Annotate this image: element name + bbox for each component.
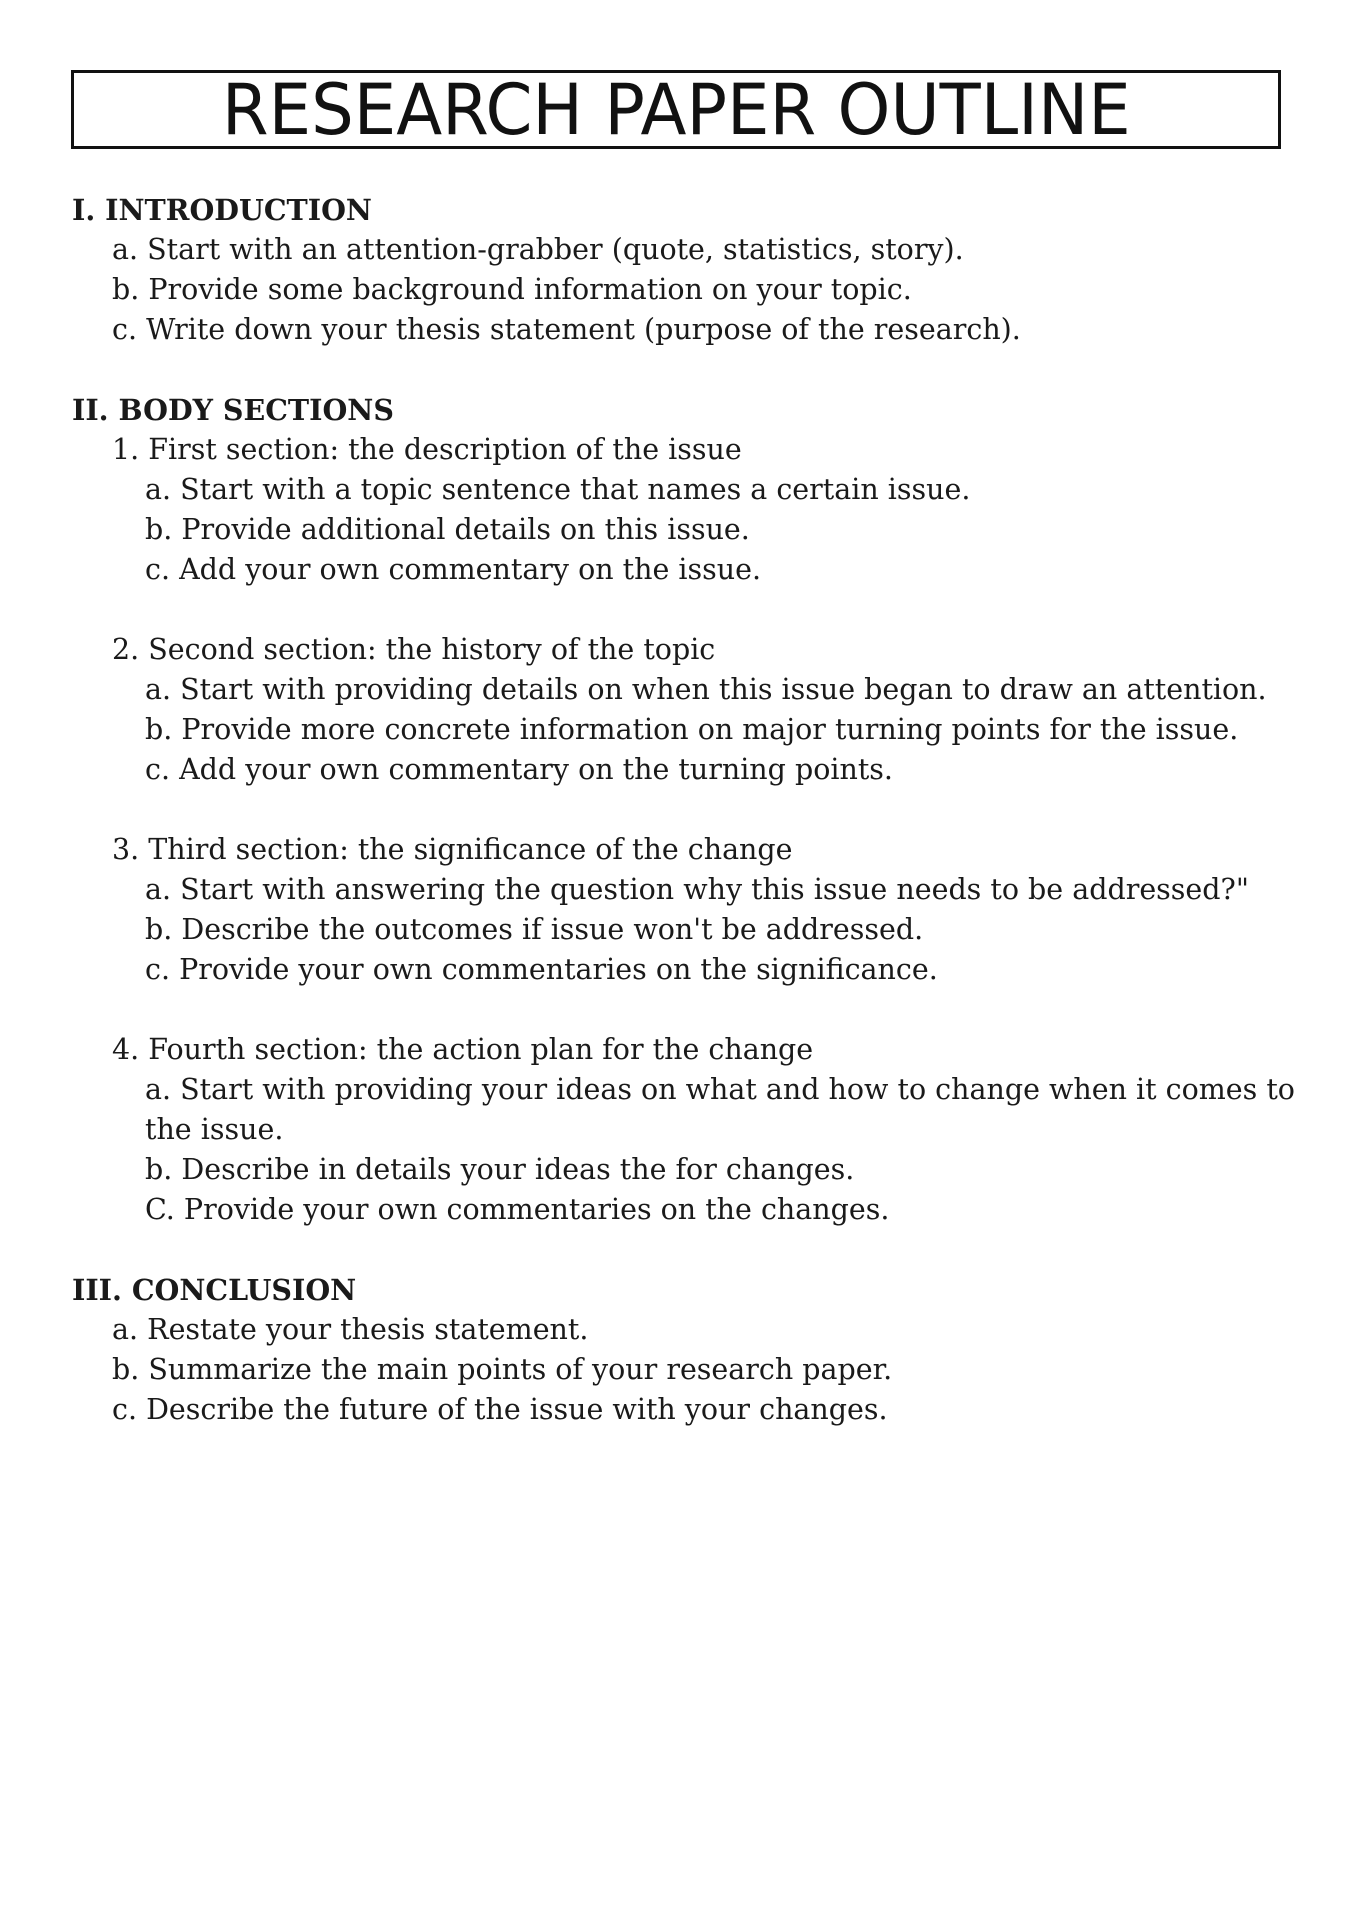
introduction-item: c. Write down your thesis statement (purpose of the research). [112, 313, 1021, 346]
spacer [72, 350, 1302, 390]
subsection-item: c. Add your own commentary on the turning points. [145, 753, 893, 786]
introduction-item: b. Provide some background information on your topic. [112, 273, 912, 306]
body-section [72, 390, 1302, 1230]
subsection-item: C. Provide your own commentaries on the changes. [145, 1193, 890, 1226]
subsection-item: a. Start with a topic sentence that names a certain issue. [145, 473, 971, 506]
conclusion-section [72, 1270, 1302, 1430]
body-subsection-4 [72, 1030, 1302, 1230]
subsection-item: c. Provide your own commentaries on the significance. [145, 953, 938, 986]
subsection-item: c. Add your own commentary on the issue. [145, 553, 762, 586]
introduction-section [72, 190, 1302, 350]
subsection-item: b. Describe the outcomes if issue won't be addressed. [145, 913, 924, 946]
outline [72, 190, 1302, 1430]
subsection-item: a. Start with providing your ideas on what and how to change when it comes to the issue. [145, 1073, 1295, 1146]
subsection-title: 3. Third section: the significance of the change [112, 833, 793, 866]
spacer [72, 1230, 1302, 1270]
conclusion-heading: III. CONCLUSION [72, 1273, 357, 1307]
subsection-item: a. Start with answering the question why this issue needs to be addressed?" [145, 873, 1249, 906]
subsection-title: 4. Fourth section: the action plan for the change [112, 1033, 814, 1066]
page-title: RESEARCH PAPER OUTLINE [221, 68, 1131, 151]
subsection-item: a. Start with providing details on when this issue began to draw an attention. [145, 673, 1267, 706]
body-heading: II. BODY SECTIONS [72, 393, 394, 427]
conclusion-item: c. Describe the future of the issue with your changes. [112, 1393, 888, 1426]
subsection-title: 2. Second section: the history of the topic [112, 633, 716, 666]
body-subsection-3 [72, 830, 1302, 990]
introduction-item: a. Start with an attention-grabber (quote, statistics, story). [112, 233, 964, 266]
subsection-item: b. Describe in details your ideas the for changes. [145, 1153, 855, 1186]
subsection-item: b. Provide more concrete information on major turning points for the issue. [145, 713, 1239, 746]
body-subsection-2 [72, 630, 1302, 790]
introduction-heading: I. INTRODUCTION [72, 193, 372, 227]
spacer [72, 590, 1302, 630]
subsection-title: 1. First section: the description of the issue [112, 433, 742, 466]
conclusion-item: b. Summarize the main points of your research paper. [112, 1353, 893, 1386]
spacer [72, 790, 1302, 830]
conclusion-item: a. Restate your thesis statement. [112, 1313, 589, 1346]
title-box [71, 70, 1281, 149]
body-subsection-1 [72, 430, 1302, 590]
subsection-item: b. Provide additional details on this issue. [145, 513, 750, 546]
spacer [72, 990, 1302, 1030]
